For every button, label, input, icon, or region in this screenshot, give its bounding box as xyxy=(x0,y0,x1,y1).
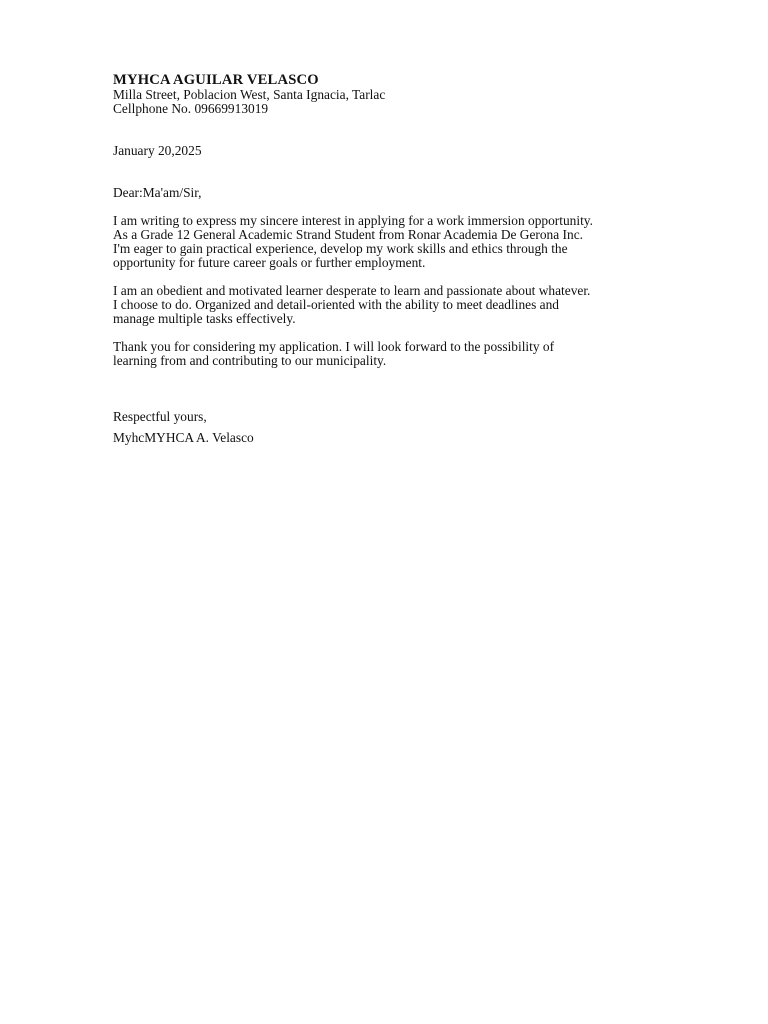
paragraph-line: As a Grade 12 General Academic Strand Student from Ronar Academia De Gerona Inc. xyxy=(113,227,583,242)
paragraph-intro xyxy=(113,214,673,270)
sender-phone: Cellphone No. 09669913019 xyxy=(113,101,269,116)
sender-name: MYHCA AGUILAR VELASCO xyxy=(113,72,319,88)
paragraph-qualities xyxy=(113,284,673,326)
letter-date xyxy=(113,144,673,158)
date-text: January 20,2025 xyxy=(113,143,202,158)
salutation-text: Dear:Ma'am/Sir, xyxy=(113,185,202,200)
sender-address: Milla Street, Poblacion West, Santa Ignacia, Tarlac xyxy=(113,87,386,102)
paragraph-line: I'm eager to gain practical experience, develop my work skills and ethics through the xyxy=(113,241,568,256)
paragraph-thanks xyxy=(113,340,673,368)
paragraph-line: I choose to do. Organized and detail-oriented with the ability to meet deadlines and xyxy=(113,297,559,312)
letter-body xyxy=(113,72,673,445)
signature-text: MyhcMYHCA A. Velasco xyxy=(113,430,254,445)
paragraph-line: manage multiple tasks effectively. xyxy=(113,311,296,326)
signature xyxy=(113,431,673,445)
salutation xyxy=(113,186,673,200)
letterhead xyxy=(113,72,673,116)
closing xyxy=(113,410,673,424)
paragraph-line: I am an obedient and motivated learner desperate to learn and passionate about whatever. xyxy=(113,283,591,298)
paragraph-line: opportunity for future career goals or further employment. xyxy=(113,255,426,270)
paragraph-line: learning from and contributing to our municipality. xyxy=(113,353,387,368)
paragraph-line: I am writing to express my sincere interest in applying for a work immersion opportunity. xyxy=(113,213,593,228)
paragraph-line: Thank you for considering my application. I will look forward to the possibility of xyxy=(113,339,555,354)
closing-text: Respectful yours, xyxy=(113,409,207,424)
